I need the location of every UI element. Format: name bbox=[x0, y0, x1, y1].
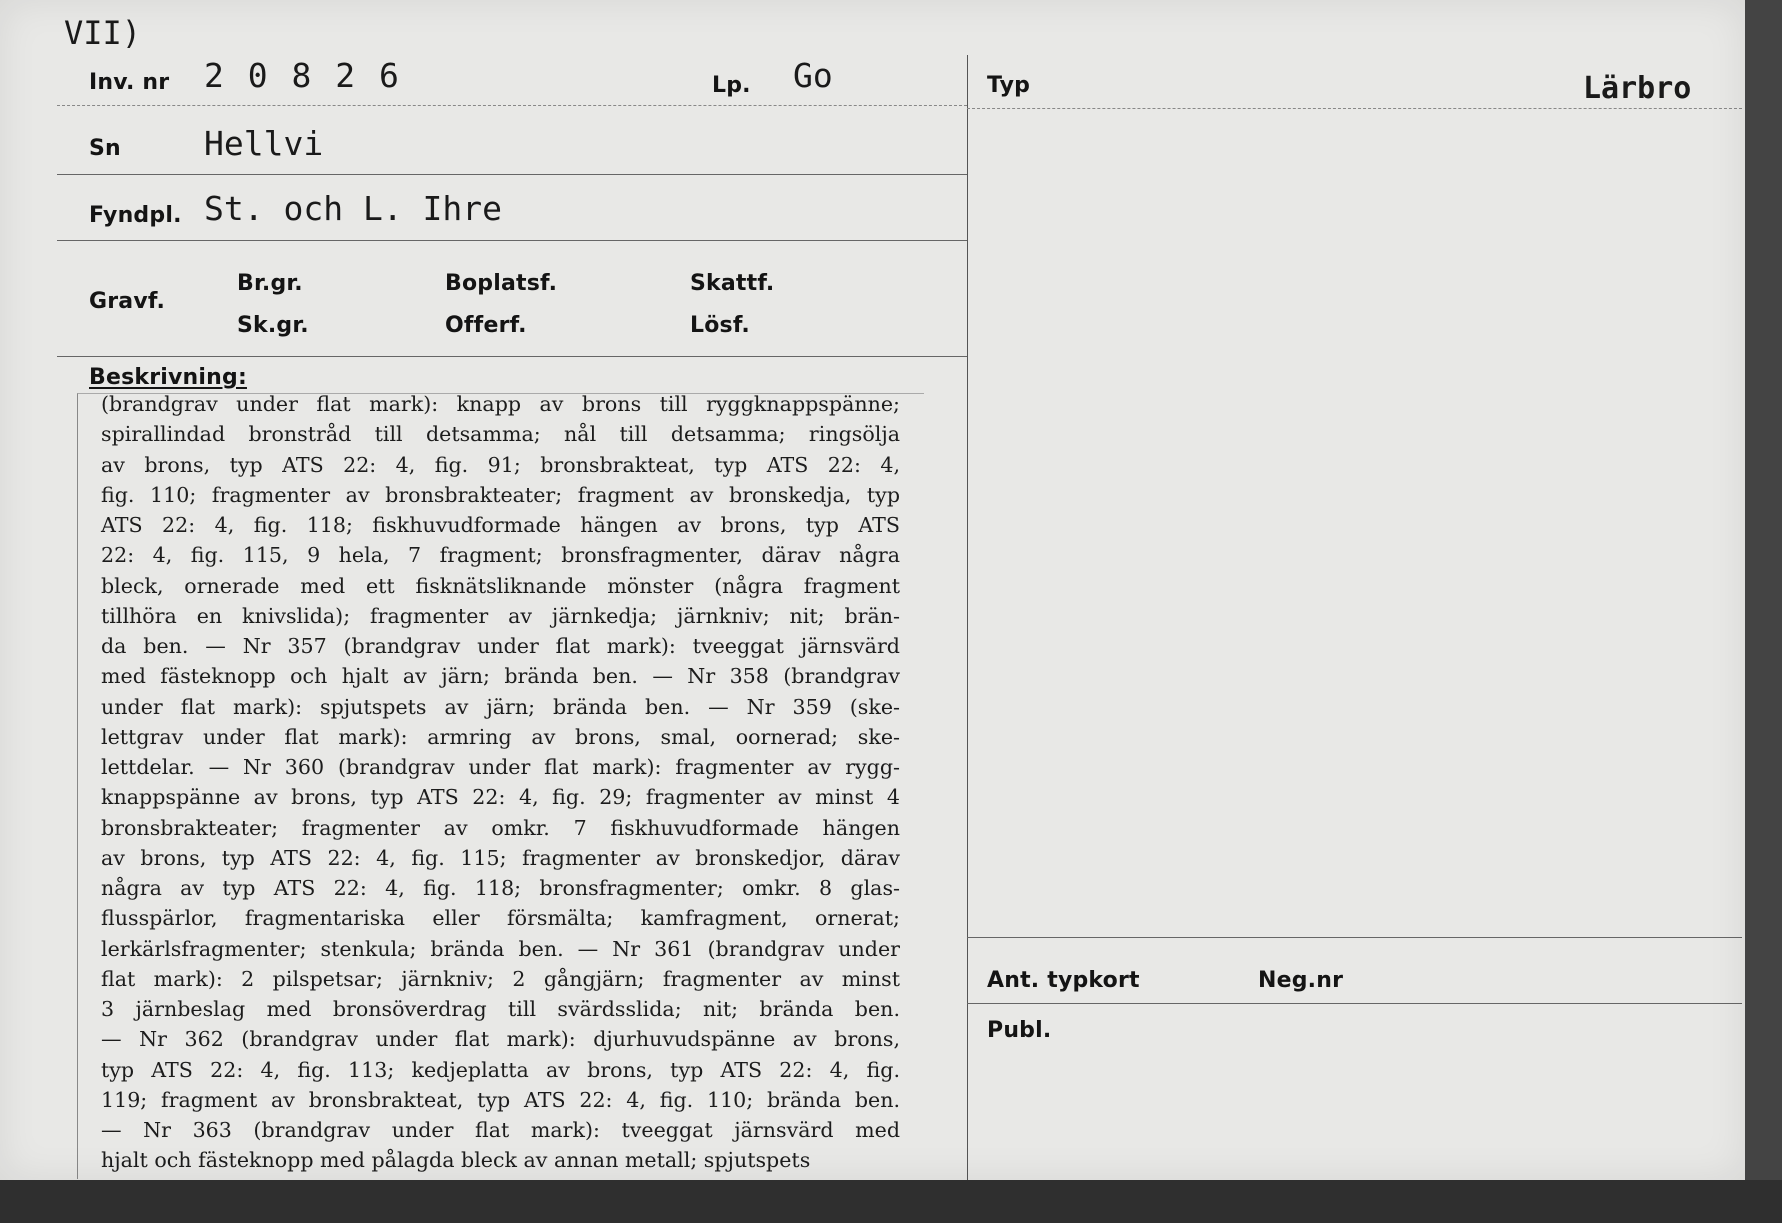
description-line: 22: 4, fig. 115, 9 hela, 7 fragment; bronsfragmenter, därav några bbox=[101, 543, 900, 568]
description-line: 3 järnbeslag med bronsöverdrag till svärdsslida; nit; brända ben. bbox=[101, 997, 900, 1021]
typ-label: Typ bbox=[987, 73, 1031, 98]
description-line: tillhöra en knivslida); fragmenter av järnkedja; järnkniv; nit; brän- bbox=[101, 603, 900, 628]
row-divider bbox=[57, 356, 967, 357]
neg-nr-label: Neg.nr bbox=[1258, 968, 1344, 993]
inv-nr-value: 2 0 8 2 6 bbox=[204, 56, 401, 95]
br-gr-label: Br.gr. bbox=[237, 271, 303, 296]
corner-mark: VII) bbox=[64, 14, 142, 52]
description-line: lettdelar. — Nr 360 (brandgrav under flat mark): fragmenter av rygg- bbox=[101, 755, 900, 779]
description-line: flat mark): 2 pilspetsar; järnkniv; 2 gångjärn; fragmenter av minst bbox=[101, 966, 900, 991]
description-line: typ ATS 22: 4, fig. 113; kedjeplatta av brons, typ ATS 22: 4, fig. bbox=[101, 1057, 900, 1082]
row-divider bbox=[967, 937, 1742, 938]
row-divider bbox=[967, 108, 1742, 109]
boplatsf-label: Boplatsf. bbox=[445, 271, 558, 296]
description-line: några av typ ATS 22: 4, fig. 118; bronsfragmenter; omkr. 8 glas- bbox=[101, 876, 900, 900]
description-line: knappspänne av brons, typ ATS 22: 4, fig. 29; fragmenter av minst 4 bbox=[101, 785, 900, 810]
gravf-label: Gravf. bbox=[89, 289, 166, 314]
ant-typkort-label: Ant. typkort bbox=[987, 968, 1140, 993]
losf-label: Lösf. bbox=[690, 313, 750, 338]
inv-nr-label: Inv. nr bbox=[89, 70, 170, 95]
row-divider bbox=[57, 105, 967, 106]
row-divider bbox=[967, 1003, 1742, 1004]
description-line: da ben. — Nr 357 (brandgrav under flat mark): tveeggat järnsvärd bbox=[101, 634, 900, 658]
row-divider bbox=[57, 174, 967, 175]
sn-label: Sn bbox=[89, 136, 121, 161]
beskrivning-label: Beskrivning: bbox=[89, 365, 247, 390]
description-line: med fästeknopp och hjalt av järn; brända ben. — Nr 358 (brandgrav bbox=[101, 664, 900, 689]
row-divider bbox=[57, 240, 967, 241]
fyndpl-label: Fyndpl. bbox=[89, 203, 182, 228]
offerf-label: Offerf. bbox=[445, 313, 527, 338]
description-line: bronsbrakteater; fragmenter av omkr. 7 fiskhuvudformade hängen bbox=[101, 815, 900, 840]
description-line: — Nr 363 (brandgrav under flat mark): tveeggat järnsvärd med bbox=[101, 1118, 900, 1142]
description-text bbox=[101, 389, 900, 1176]
background-shadow bbox=[0, 1180, 1782, 1223]
lp-value: Go bbox=[793, 56, 833, 95]
typ-value: Lärbro bbox=[1583, 71, 1692, 106]
description-line: (brandgrav under flat mark): knapp av brons till ryggknappspänne; bbox=[101, 392, 900, 416]
description-line: av brons, typ ATS 22: 4, fig. 115; fragmenter av bronskedjor, därav bbox=[101, 845, 900, 870]
description-line: ATS 22: 4, fig. 118; fiskhuvudformade hängen av brons, typ ATS bbox=[101, 513, 900, 537]
sk-gr-label: Sk.gr. bbox=[237, 313, 309, 338]
skattf-label: Skattf. bbox=[690, 271, 775, 296]
description-line: flusspärlor, fragmentariska eller försmälta; kamfragment, ornerat; bbox=[101, 906, 900, 931]
description-line: fig. 110; fragmenter av bronsbrakteater; fragment av bronskedja, typ bbox=[101, 482, 900, 507]
description-line: av brons, typ ATS 22: 4, fig. 91; bronsbrakteat, typ ATS 22: 4, bbox=[101, 452, 900, 477]
sn-value: Hellvi bbox=[204, 124, 324, 163]
description-line: — Nr 362 (brandgrav under flat mark): djurhuvudspänne av brons, bbox=[101, 1027, 900, 1052]
description-line: spirallindad bronstråd till detsamma; nål till detsamma; ringsölja bbox=[101, 422, 900, 447]
lp-label: Lp. bbox=[712, 73, 751, 98]
fyndpl-value: St. och L. Ihre bbox=[204, 189, 503, 228]
description-line: lettgrav under flat mark): armring av brons, smal, oornerad; ske- bbox=[101, 724, 900, 749]
description-line: under flat mark): spjutspets av järn; brända ben. — Nr 359 (ske- bbox=[101, 694, 900, 719]
background-shadow bbox=[1745, 0, 1782, 1223]
column-divider bbox=[967, 55, 968, 1180]
publ-label: Publ. bbox=[987, 1018, 1052, 1043]
description-line: bleck, ornerade med ett fisknätsliknande mönster (några fragment bbox=[101, 573, 900, 598]
description-line: hjalt och fästeknopp med pålagda bleck av annan metall; spjutspets bbox=[101, 1148, 811, 1173]
description-line: 119; fragment av bronsbrakteat, typ ATS 22: 4, fig. 110; brända ben. bbox=[101, 1087, 900, 1112]
description-line: lerkärlsfragmenter; stenkula; brända ben. — Nr 361 (brandgrav under bbox=[101, 936, 900, 961]
